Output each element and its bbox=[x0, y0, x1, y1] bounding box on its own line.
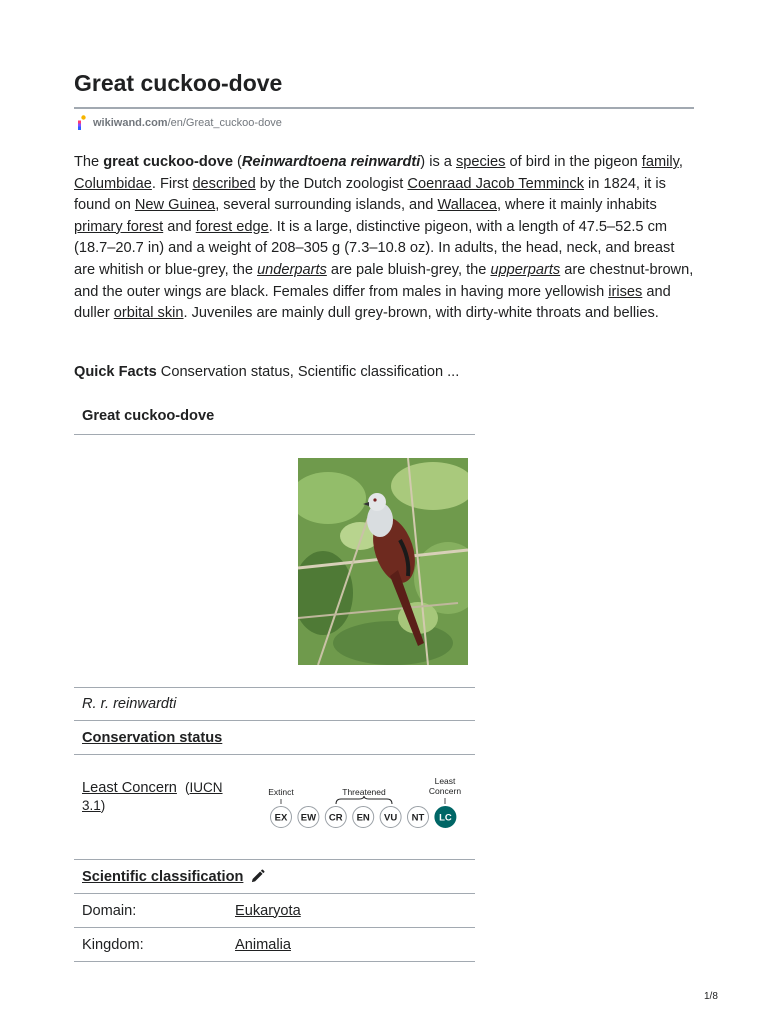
classification-value-link[interactable]: Eukaryota bbox=[235, 902, 301, 919]
intro-text: in 1824, it is found on bbox=[74, 175, 666, 214]
classification-value-link[interactable]: Animalia bbox=[235, 936, 291, 953]
intro-text: by the Dutch zoologist bbox=[255, 175, 408, 192]
scale-label-extinct: Extinct bbox=[268, 787, 294, 797]
intro-text: are pale bluish-grey, the bbox=[326, 261, 491, 278]
link-described[interactable]: described bbox=[192, 175, 256, 192]
status-label-vu: VU bbox=[383, 812, 398, 824]
title-divider bbox=[74, 107, 694, 109]
intro-text: and bbox=[163, 218, 196, 235]
infobox bbox=[74, 398, 475, 962]
link-temminck[interactable]: Coenraad Jacob Temminck bbox=[407, 175, 584, 192]
intro-paragraph bbox=[74, 152, 696, 325]
link-columbidae[interactable]: Columbidae bbox=[74, 175, 152, 192]
link-orbital-skin[interactable]: orbital skin bbox=[113, 305, 184, 322]
status-label-ex: EX bbox=[274, 812, 288, 824]
intro-text: . First bbox=[151, 175, 193, 192]
conservation-status-row bbox=[74, 755, 475, 860]
intro-text: , several surrounding islands, and bbox=[215, 197, 438, 214]
page-number: 1/8 bbox=[704, 991, 718, 1002]
least-concern-link[interactable]: Least Concern bbox=[82, 780, 177, 796]
intro-text: , bbox=[678, 154, 683, 170]
classification-row-kingdom bbox=[74, 928, 475, 962]
source-domain: wikiwand.com bbox=[93, 117, 168, 129]
link-underparts[interactable]: underparts bbox=[257, 261, 327, 278]
status-label-cr: CR bbox=[328, 812, 343, 824]
conservation-status-heading bbox=[74, 721, 475, 755]
classification-key: Kingdom: bbox=[82, 936, 144, 953]
threatened-brace bbox=[336, 796, 392, 804]
bird-photo-icon[interactable] bbox=[298, 458, 468, 665]
pencil-icon[interactable] bbox=[250, 869, 265, 884]
intro-text: . It is a large, distinctive pigeon, with a length of 47.5–52.5 cm (18.7–20.7 in) and a weight of 208–305 g (7.3–10.8 oz). In adults, the head, neck, and breast are whitish or blue-grey, the bbox=[74, 218, 675, 278]
scientific-name: Reinwardtoena reinwardti bbox=[241, 154, 421, 170]
classification-row-domain bbox=[74, 894, 475, 928]
classification-key: Domain: bbox=[82, 902, 137, 919]
quick-facts[interactable] bbox=[74, 364, 459, 380]
intro-text: ( bbox=[232, 154, 242, 170]
page-title: Great cuckoo-dove bbox=[74, 70, 283, 96]
link-wallacea[interactable]: Wallacea bbox=[437, 197, 497, 214]
infobox-image-row bbox=[74, 435, 475, 688]
link-forest-edge[interactable]: forest edge bbox=[195, 218, 269, 235]
iucn-close: ) bbox=[100, 798, 106, 813]
quick-facts-label: Quick Facts bbox=[74, 364, 157, 380]
scale-label-concern: Concern bbox=[428, 786, 462, 796]
intro-text: are chestnut-brown, and the outer wings are black. Females differ from males in having more yellowish bbox=[74, 261, 694, 300]
status-label-nt: NT bbox=[411, 812, 425, 824]
link-primary-forest[interactable]: primary forest bbox=[74, 218, 164, 235]
link-species[interactable]: species bbox=[455, 154, 506, 170]
scientific-classification-heading bbox=[74, 860, 475, 894]
quick-facts-summary: Conservation status, Scientific classification ... bbox=[156, 364, 460, 380]
conservation-status-text bbox=[82, 779, 232, 815]
common-name: great cuckoo-dove bbox=[103, 154, 233, 170]
image-caption: R. r. reinwardti bbox=[74, 688, 475, 721]
source-line bbox=[77, 114, 282, 132]
status-label-ew: EW bbox=[300, 812, 317, 824]
scientific-classification-link[interactable]: Scientific classification bbox=[82, 868, 244, 885]
conservation-status-link[interactable]: Conservation status bbox=[82, 729, 223, 746]
iucn-status-scale[interactable] bbox=[267, 775, 467, 845]
status-label-lc: LC bbox=[439, 812, 452, 824]
status-label-en: EN bbox=[356, 812, 370, 824]
scale-label-least: Least bbox=[434, 776, 456, 786]
intro-text: . Juveniles are mainly dull grey-brown, with dirty-white throats and bellies. bbox=[183, 305, 659, 322]
link-new-guinea[interactable]: New Guinea bbox=[134, 197, 216, 214]
link-upperparts[interactable]: upperparts bbox=[490, 261, 561, 278]
intro-text: The bbox=[74, 154, 104, 170]
wikiwand-logo-icon bbox=[77, 115, 87, 131]
iucn-link[interactable]: IUCN 3.1 bbox=[82, 780, 223, 813]
iucn-open: ( bbox=[185, 780, 190, 795]
link-irises[interactable]: irises bbox=[608, 283, 643, 300]
intro-text: and duller bbox=[74, 283, 671, 322]
intro-text: of bird in the pigeon bbox=[505, 154, 642, 170]
scale-label-threatened: Threatened bbox=[342, 787, 386, 797]
infobox-title: Great cuckoo-dove bbox=[74, 398, 475, 435]
source-path: /en/Great_cuckoo-dove bbox=[167, 117, 282, 129]
intro-text: , where it mainly inhabits bbox=[496, 197, 657, 214]
intro-text: ) is a bbox=[420, 154, 456, 170]
link-family[interactable]: family bbox=[641, 154, 679, 170]
